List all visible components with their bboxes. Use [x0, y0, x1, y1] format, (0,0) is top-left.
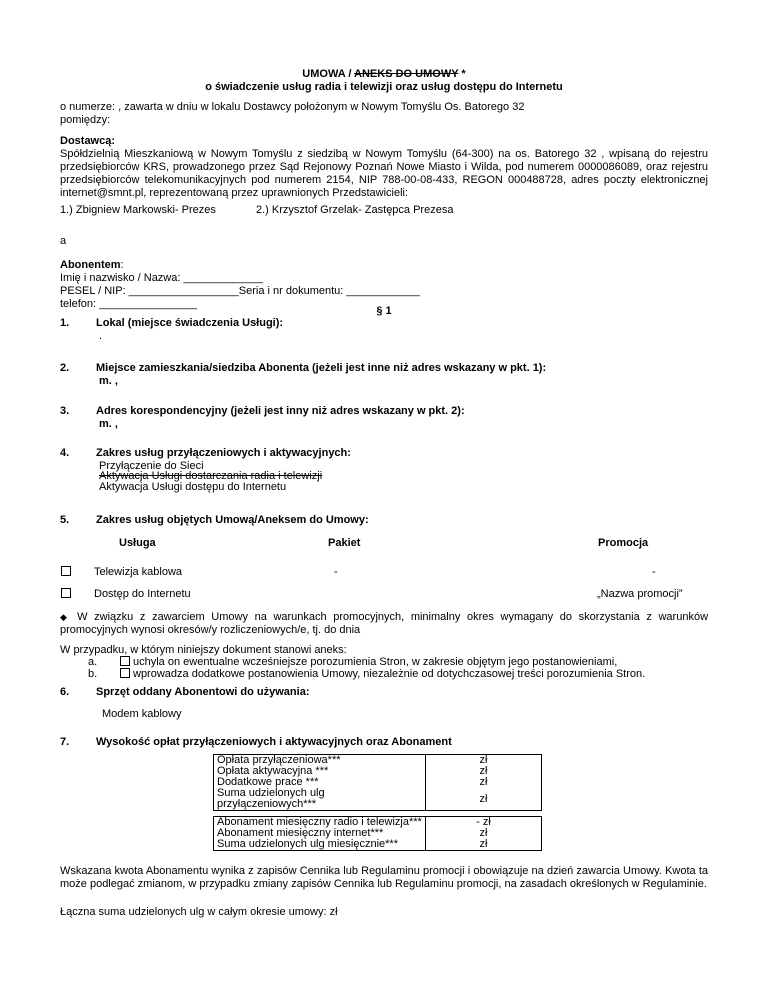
scope-tv-activation: Aktywacja Usługi dostarczania radia i telewizji [99, 470, 323, 482]
item-1-number: 1. [60, 317, 70, 329]
intro-line: o numerze: , zawarta w dniu w lokalu Dostawcy położonym w Nowym Tomyślu Os. Batorego 32 [60, 101, 525, 113]
subscriber-id-field: PESEL / NIP: __________________Seria i nr dokumentu: ____________ [60, 285, 420, 297]
promo-note: ◆ W związku z zawarciem Umowy na warunkach promocyjnych, minimalny okres wymagany do skorzystania z warunków promocyjnych wynosi okresów/y rozliczeniowych/e, tj. do dnia [60, 611, 709, 636]
item-7-number: 7. [60, 736, 70, 748]
service-tv-name: Telewizja kablowa [94, 566, 183, 578]
service-row-tv [61, 566, 74, 579]
subscriber-heading: Abonentem: [60, 259, 124, 271]
fee-amount: zł [426, 788, 542, 811]
title-contract: UMOWA / [302, 68, 352, 80]
item-3-label: Adres korespondencyjny (jeżeli jest inny niż adres wskazany w pkt. 2): [96, 405, 465, 417]
document-title [60, 68, 708, 81]
item-1-label: Lokal (miejsce świadczenia Usługi): [96, 317, 284, 329]
annex-b-label: b. [88, 668, 98, 680]
fee-label: Suma udzielonych ulg przyłączeniowych*** [214, 788, 426, 811]
internet-checkbox[interactable] [61, 588, 71, 598]
conjunction: a [60, 235, 67, 247]
fee-amount: zł [426, 828, 542, 839]
fee-amount: zł [426, 839, 542, 851]
service-row-internet [61, 588, 74, 601]
table-row [214, 788, 542, 811]
equipment-value: Modem kablowy [102, 708, 182, 720]
fee-label: Suma udzielonych ulg miesięcznie*** [214, 839, 426, 851]
item-5-label: Zakres usług objętych Umową/Aneksem do Umowy: [96, 514, 369, 526]
title-asterisk: * [458, 68, 466, 80]
annex-a-label: a. [88, 656, 98, 668]
fee-label: Opłata aktywacyjna *** [214, 766, 426, 777]
services-header-promo: Promocja [598, 537, 649, 549]
item-6-number: 6. [60, 686, 70, 698]
services-header-package: Pakiet [328, 537, 361, 549]
closing-paragraph: Wskazana kwota Abonamentu wynika z zapisów Cennika lub Regulaminu promocji i obowiązuje na dzień zawarcia Umowy. Kwota ta może podlegać zmianom, w przypadku zmiany zapisów Cennika lub Regulaminu promocji, na zasadach określonych w Regulaminie. [60, 865, 708, 890]
title-annex-struck: ANEKS DO UMOWY [354, 68, 459, 80]
item-1-value: . [99, 330, 103, 342]
item-5-number: 5. [60, 514, 70, 526]
representative-2: 2.) Krzysztof Grzelak- Zastępca Prezesa [256, 204, 454, 216]
annex-intro: W przypadku, w którym niniejszy dokument stanowi aneks: [60, 644, 347, 656]
item-4-number: 4. [60, 447, 70, 459]
fee-label: Abonament miesięczny internet*** [214, 828, 426, 839]
supplier-heading: Dostawcą: [60, 135, 116, 147]
fee-amount: zł [426, 766, 542, 777]
scope-internet-activation: Aktywacja Usługi dostępu do Internetu [99, 481, 287, 493]
subscriber-phone-field: telefon: ________________ [60, 298, 198, 310]
item-3-number: 3. [60, 405, 70, 417]
service-tv-package: - [334, 566, 338, 578]
section-mark: § 1 [376, 305, 392, 317]
item-7-label: Wysokość opłat przyłączeniowych i aktywacyjnych oraz Abonament [96, 736, 452, 748]
fee-label: Opłata przyłączeniowa*** [214, 755, 426, 767]
fee-amount: zł [426, 755, 542, 767]
fee-label: Abonament miesięczny radio i telewizja*** [214, 817, 426, 829]
services-header-service: Usługa [119, 537, 156, 549]
tv-checkbox[interactable] [61, 566, 71, 576]
item-6-label: Sprzęt oddany Abonentowi do używania: [96, 686, 310, 698]
service-internet-name: Dostęp do Internetu [94, 588, 191, 600]
annex-b: wprowadza dodatkowe postanowienia Umowy, niezależnie od dotychczasowej treści porozumienia Stron. [120, 668, 645, 681]
intro-between: pomiędzy: [60, 114, 111, 126]
diamond-bullet-icon: ◆ [60, 612, 71, 622]
annex-a-checkbox[interactable] [120, 656, 130, 666]
fee-label: Dodatkowe prace *** [214, 777, 426, 788]
total-discount: Łączna suma udzielonych ulg w całym okresie umowy: zł [60, 906, 338, 918]
supplier-description: Spółdzielnią Mieszkaniową w Nowym Tomyślu z siedzibą w Nowym Tomyślu (64-300) na os. Batorego 32 , wpisaną do rejestru przedsiębiorców KRS, prowadzonego przez Sąd Rejonowy Poznań Nowe Miasto i Wilda, pod numerem 0000086089, oraz rejestru przedsiębiorców telekomunikacyjnych pod numerem 2154, NIP 788-00-08-433, REGON 000488728, adres poczty elektronicznej internet@smnt.pl, reprezentowaną przez uprawnionych Przedstawicieli: [60, 148, 708, 199]
one-time-fees-table [213, 754, 542, 811]
monthly-fees-table [213, 816, 542, 851]
fee-amount: - zł [426, 817, 542, 829]
document-subtitle: o świadczenie usług radia i telewizji oraz usług dostępu do Internetu [205, 81, 563, 93]
table-row [214, 839, 542, 851]
annex-b-checkbox[interactable] [120, 668, 130, 678]
subscriber-name-field: Imię i nazwisko / Nazwa: _____________ [60, 272, 264, 284]
fee-amount: zł [426, 777, 542, 788]
representative-1: 1.) Zbigniew Markowski- Prezes [60, 204, 216, 216]
scope-connection: Przyłączenie do Sieci [99, 460, 204, 472]
annex-a: uchyla on ewentualne wcześniejsze porozumienia Stron, w zakresie objętym jego postanowieniami, [120, 656, 617, 669]
item-2-label: Miejsce zamieszkania/siedziba Abonenta (jeżeli jest inne niż adres wskazany w pkt. 1): [96, 362, 547, 374]
service-tv-promo: - [652, 566, 656, 578]
item-3-value: m. , [99, 418, 118, 430]
service-internet-promo: „Nazwa promocji” [597, 588, 683, 600]
item-4-label: Zakres usług przyłączeniowych i aktywacyjnych: [96, 447, 351, 459]
item-2-number: 2. [60, 362, 70, 374]
item-2-value: m. , [99, 375, 118, 387]
